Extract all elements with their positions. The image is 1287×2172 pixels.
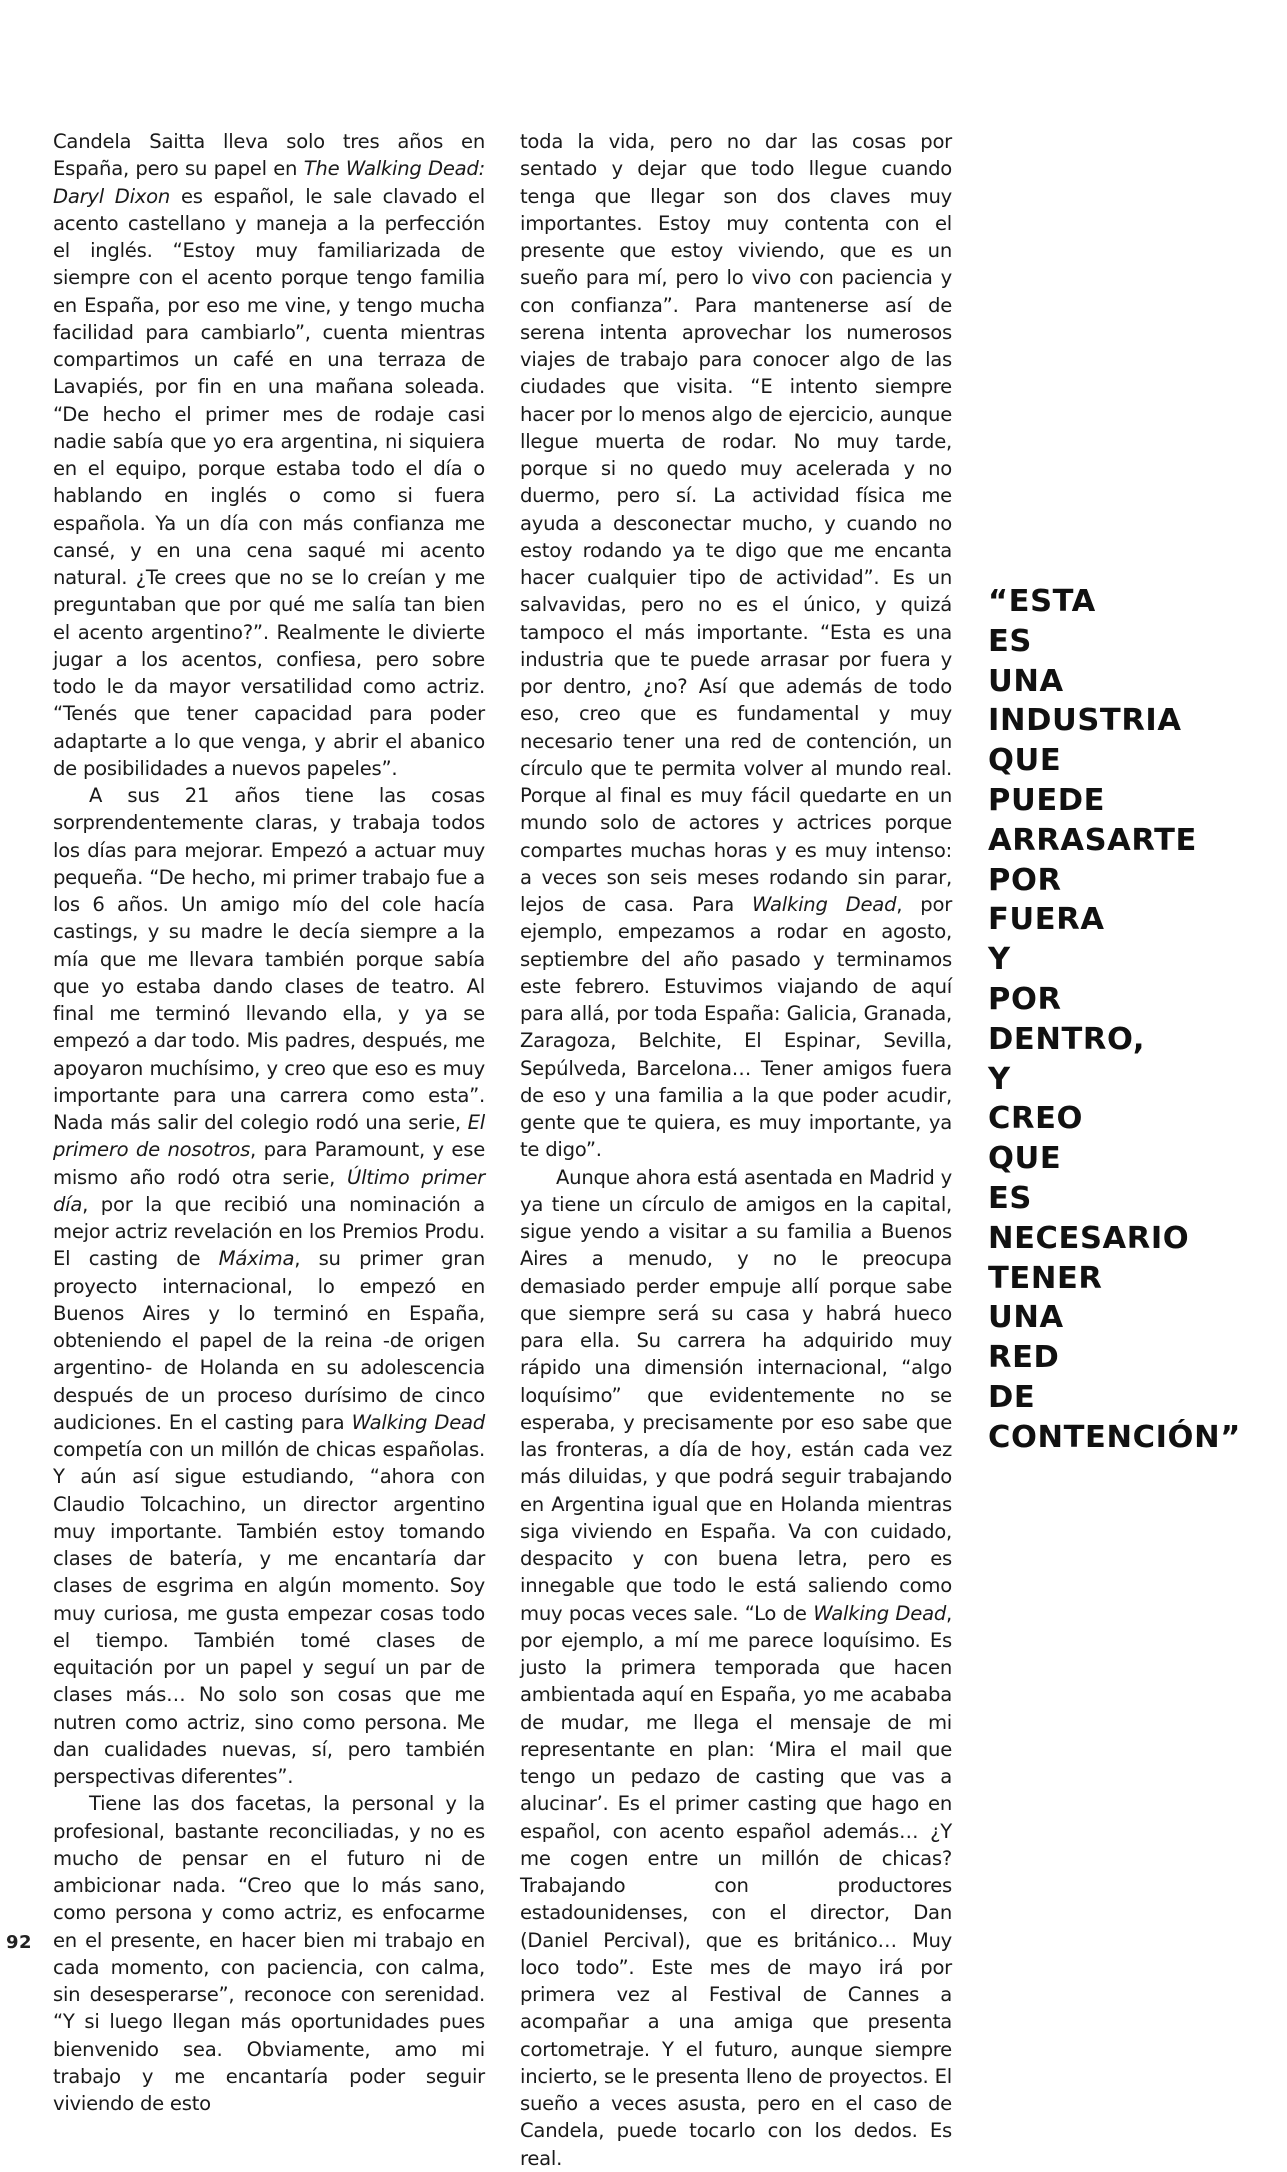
series-title: El primero de nosotros	[53, 1111, 485, 1162]
series-title: Máxima	[218, 1247, 295, 1271]
pull-quote-line: INDUSTRIA	[988, 703, 1182, 739]
pull-quote-line: POR	[988, 862, 1062, 898]
pull-quote-line: TENER	[988, 1260, 1103, 1296]
pull-quote-line: POR	[988, 981, 1062, 1017]
article-column-middle	[520, 128, 952, 2172]
series-title: Walking Dead	[751, 893, 897, 916]
pull-quote-line: ES	[988, 1180, 1033, 1216]
pull-quote-line: NECESARIO	[988, 1220, 1190, 1256]
pull-quote-line: PUEDE	[988, 782, 1106, 818]
pull-quote-line: UNA	[988, 663, 1064, 699]
pull-quote-line: Y	[988, 1061, 1011, 1097]
article-paragraph: Aunque ahora está asentada en Madrid y ya tiene un círculo de amigos en la capital, sigue yendo a visitar a su familia a Buenos Aires a menudo, y no le preocupa demasiado perder empuje allí porque sabe que siempre será su casa y habrá hueco para ella. Su carrera ha adquirido muy rápido una dimensión internacional, “algo loquísimo” que evidentemente no se esperaba, y precisamente por eso sabe que las fronteras, a día de hoy, están cada vez más diluidas, y que podrá seguir trabajando en Argentina igual que en Holanda mientras siga viviendo en España. Va con cuidado, despacito y con buena letra, pero es innegable que todo le está saliendo como muy pocas veces sale. “Lo de Walking Dead, por ejemplo, a mí me parece loquísimo. Es justo la primera temporada que hacen ambientada aquí en España, yo me acababa de mudar, me llega el mensaje de mi representante en plan: ‘Mira el mail que tengo un pedazo de casting que vas a alucinar’. Es el primer casting que hago en español, con acento español además… ¿Y me cogen entre un millón de chicas? Trabajando con productores estadounidenses, con el director, Dan (Daniel Percival), que es británico… Muy loco todo”. Este mes de mayo irá por primera vez al Festival de Cannes a acompañar a una amiga que presenta cortometraje. Y el futuro, aunque siempre incierto, se le presenta lleno de proyectos. El sueño a veces asusta, pero en el caso de Candela, puede tocarlo con los dedos. Es real.	[520, 1165, 952, 2170]
pull-quote-line: DENTRO,	[988, 1021, 1146, 1057]
series-title: The Walking Dead: Daryl Dixon	[53, 157, 485, 208]
pull-quote-line: Y	[988, 942, 1011, 978]
pull-quote-line: QUE	[988, 1141, 1062, 1177]
pull-quote-line: “ESTA	[988, 584, 1096, 619]
series-title: Último primer día	[53, 1165, 485, 1216]
pull-quote	[988, 582, 1258, 1458]
article-paragraph: toda la vida, pero no dar las cosas por sentado y dejar que todo llegue cuando tenga que llegar son dos claves muy importantes. Estoy muy contenta con el presente que estoy viviendo, que es un sueño para mí, pero lo vivo con paciencia y con confianza”. Para mantenerse así de serena intenta aprovechar los numerosos viajes de trabajo para conocer algo de las ciudades que visita. “E intento siempre hacer por lo menos algo de ejercicio, aunque llegue muerta de rodar. No muy tarde, porque si no quedo muy acelerada y no duermo, pero sí. La actividad física me ayuda a desconectar mucho, y cuando no estoy rodando ya te digo que me encanta hacer cualquier tipo de actividad”. Es un salvavidas, pero no es el único, y quizá tampoco el más importante. “Esta es una industria que te puede arrasar por fuera y por dentro, ¿no? Así que además de todo eso, creo que es fundamental y muy necesario tener una red de contención, un círculo que te permita volver al mundo real. Porque al final es muy fácil quedarte en un mundo solo de actores y actrices porque compartes muchas horas y es muy intenso: a veces son seis meses rodando sin parar, lejos de casa. Para Walking Dead, por ejemplo, empezamos a rodar en agosto, septiembre del año pasado y terminamos este febrero. Estuvimos viajando de aquí para allá, por toda España: Galicia, Granada, Zaragoza, Belchite, El Espinar, Sevilla, Sepúlveda, Barcelona… Tener amigos fuera de eso y una familia a la que poder acudir, gente que te quiera, es muy importante, ya te digo”.	[520, 130, 953, 1162]
article-paragraph: Candela Saitta lleva solo tres años en España, pero su papel en The Walking Dead: Daryl Dixon es español, le sale clavado el acento castellano y maneja a la perfección el inglés. “Estoy muy familiarizada de siempre con el acento porque tengo familia en España, por eso me vine, y tengo mucha facilidad para cambiarlo”, cuenta mientras compartimos un café en una terraza de Lavapiés, por fin en una mañana soleada. “De hecho el primer mes de rodaje casi nadie sabía que yo era argentina, ni siquiera en el equipo, porque estaba todo el día o hablando en inglés o como si fuera española. Ya un día con más confianza me cansé, y en una cena saqué mi acento natural. ¿Te crees que no se lo creían y me preguntaban que por qué me salía tan bien el acento argentino?”. Realmente le divierte jugar a los acentos, confiesa, pero sobre todo le da mayor versatilidad como actriz. “Tenés que tener capacidad para poder adaptarte a lo que venga, y abrir el abanico de posibilidades a nuevos papeles”.	[53, 130, 486, 780]
pull-quote-line: UNA	[988, 1300, 1064, 1336]
pull-quote-line: QUE	[988, 743, 1062, 779]
pull-quote-line: FUERA	[988, 902, 1105, 938]
series-title: Walking Dead	[813, 1601, 947, 1625]
pull-quote-line: ARRASARTE	[988, 822, 1197, 858]
article-paragraph: Tiene las dos facetas, la personal y la profesional, bastante reconciliadas, y no es mucho de pensar en el futuro ni de ambicionar nada. “Creo que lo más sano, como persona y como actriz, es enfocarme en el presente, en hacer bien mi trabajo en cada momento, con paciencia, con calma, sin desesperarse”, reconoce con serenidad. “Y si luego llegan más oportunidades pues bienvenido sea. Obviamente, amo mi trabajo y me encantaría poder seguir viviendo de esto	[53, 1792, 485, 2115]
article-paragraph: A sus 21 años tiene las cosas sorprendentemente claras, y trabaja todos los días para mejorar. Empezó a actuar muy pequeña. “De hecho, mi primer trabajo fue a los 6 años. Un amigo mío del cole hacía castings, y su madre le decía siempre a la mía que me llevara también porque sabía que yo estaba dando clases de teatro. Al final me terminó llevando ella, y ya se empezó a dar todo. Mis padres, después, me apoyaron muchísimo, y creo que eso es muy importante para una carrera como esta”. Nada más salir del colegio rodó una serie, El primero de nosotros, para Paramount, y ese mismo año rodó otra serie, Último primer día, por la que recibió una nominación a mejor actriz revelación en los Premios Produ. El casting de Máxima, su primer gran proyecto internacional, lo empezó en Buenos Aires y lo terminó en España, obteniendo el papel de la reina -de origen argentino- de Holanda en su adolescencia después de un proceso durísimo de cinco audiciones. En el casting para Walking Dead competía con un millón de chicas españolas. Y aún así sigue estudiando, “ahora con Claudio Tolcachino, un director argentino muy importante. También estoy tomando clases de batería, y me encantaría dar clases de esgrima en algún momento. Soy muy curiosa, me gusta empezar cosas todo el tiempo. También tomé clases de equitación por un papel y seguí un par de clases más… No solo son cosas que me nutren como actriz, sino como persona. Me dan cualidades nuevas, sí, pero también perspectivas diferentes”.	[53, 784, 486, 1788]
article-column-left	[53, 128, 485, 2117]
pull-quote-line: CONTENCIÓN”	[988, 1419, 1241, 1455]
pull-quote-line: ES	[988, 623, 1033, 659]
pull-quote-line: DE	[988, 1379, 1036, 1415]
pull-quote-line: RED	[988, 1340, 1060, 1376]
pull-quote-line: CREO	[988, 1101, 1084, 1137]
page-number: 92	[6, 1932, 33, 1953]
series-title: Walking Dead	[351, 1410, 485, 1434]
